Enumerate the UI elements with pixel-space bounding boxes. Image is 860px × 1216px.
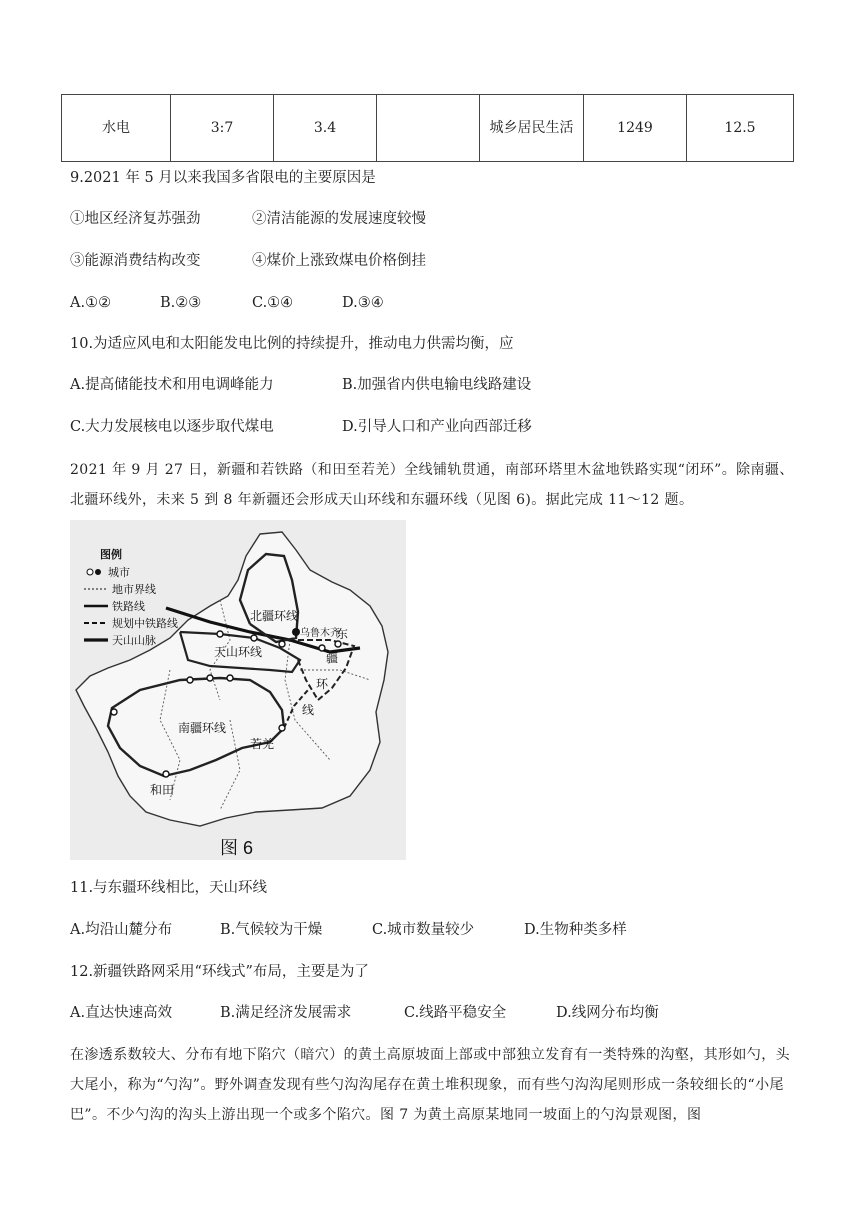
q10-option-c: C.大力发展核电以逐步取代煤电 <box>70 419 274 435</box>
map-legend <box>84 547 178 647</box>
city-marker <box>227 675 233 681</box>
q12-option-a: A.直达快速高效 <box>70 1005 173 1021</box>
data-table <box>61 94 794 162</box>
legend-title: 图例 <box>100 548 122 561</box>
label-east-loop-2: 疆 <box>326 651 339 665</box>
legend-tianshan: 天山山脉 <box>112 634 156 647</box>
map-caption: 图 6 <box>220 838 254 858</box>
legend-railway: 铁路线 <box>112 600 145 613</box>
q9-option-c: C.①④ <box>252 295 294 311</box>
label-ruoqiang: 若羌 <box>250 737 275 751</box>
label-east-loop-1: 东 <box>336 627 349 641</box>
q12-option-c: C.线路平稳安全 <box>404 1005 507 1021</box>
city-marker <box>217 631 223 637</box>
xinjiang-railway-map <box>70 520 406 860</box>
q9-item: ③能源消费结构改变 <box>70 253 201 269</box>
q12-option-d: D.线网分布均衡 <box>556 1005 659 1021</box>
city-marker <box>111 709 117 715</box>
table-cell: 水电 <box>62 95 171 162</box>
q11-option-b: B.气候较为干燥 <box>220 922 323 938</box>
q12-stem: 12.新疆铁路网采用“环线式”布局，主要是为了 <box>70 964 369 980</box>
city-marker <box>187 677 193 683</box>
q9-option-a: A.①② <box>70 295 112 311</box>
legend-planned-railway: 规划中铁路线 <box>112 617 178 630</box>
city-marker <box>279 641 285 647</box>
city-marker <box>163 771 169 777</box>
intro-paragraph-xinjiang: 2021 年 9 月 27 日，新疆和若铁路（和田至若羌）全线铺轨贯通，南部环塔里木盆地铁路实现“闭环”。除南疆、北疆环线外，未来 5 到 8 年新疆还会形成天山环线和东疆环线（见图 6)。据此完成 11～12 题。 <box>70 462 794 508</box>
city-marker-urumqi <box>292 628 300 636</box>
q9-item: ①地区经济复苏强劲 <box>70 211 201 227</box>
q11-stem: 11.与东疆环线相比，天山环线 <box>70 880 268 896</box>
q9-item: ②清洁能源的发展速度较慢 <box>252 211 426 227</box>
city-marker <box>207 675 213 681</box>
q9-item: ④煤价上涨致煤电价格倒挂 <box>252 253 426 269</box>
label-hotan: 和田 <box>150 783 175 797</box>
label-east-loop-3: 环 <box>316 677 329 691</box>
label-south-loop: 南疆环线 <box>178 721 227 735</box>
city-marker <box>251 635 257 641</box>
q10-option-b: B.加强省内供电输电线路建设 <box>342 377 532 393</box>
q10-option-d: D.引导人口和产业向西部迁移 <box>342 419 532 435</box>
q11-option-d: D.生物种类多样 <box>524 922 627 938</box>
intro-paragraph-loess: 在渗透系数较大、分布有地下陷穴（暗穴）的黄土高原坡面上部或中部独立发育有一类特殊的沟壑，其形如勺，头大尾小，称为“勺沟”。野外调查发现有些勺沟沟尾存在黄土堆积现象，而有些勺沟沟尾则形成一条较细长的“小尾巴”。不少勺沟的沟头上游出现一个或多个陷穴。图 7 为黄土高原某地同一坡面上的勺沟景观图，图 <box>70 1047 790 1123</box>
city-marker <box>319 645 325 651</box>
city-marker <box>335 641 341 647</box>
q10-option-a: A.提高储能技术和用电调峰能力 <box>70 377 274 393</box>
q9-stem: 9.2021 年 5 月以来我国多省限电的主要原因是 <box>70 170 376 186</box>
city-marker <box>279 725 285 731</box>
table-cell: 1249 <box>584 95 687 162</box>
q12-option-b: B.满足经济发展需求 <box>220 1005 352 1021</box>
table-cell <box>377 95 480 162</box>
q9-option-b: B.②③ <box>160 295 202 311</box>
table-cell: 12.5 <box>687 95 794 162</box>
q11-option-a: A.均沿山麓分布 <box>70 922 173 938</box>
table-cell: 城乡居民生活 <box>480 95 584 162</box>
q10-stem: 10.为适应风电和太阳能发电比例的持续提升，推动电力供需均衡，应 <box>70 336 514 352</box>
label-tianshan-loop: 天山环线 <box>214 645 263 659</box>
table-cell: 3.4 <box>274 95 377 162</box>
legend-boundary: 地市界线 <box>112 583 156 596</box>
q11-option-c: C.城市数量较少 <box>372 922 475 938</box>
label-east-loop-4: 线 <box>302 703 315 717</box>
label-urumqi: 乌鲁木齐 <box>300 628 340 639</box>
table-cell: 3:7 <box>171 95 274 162</box>
table-row <box>62 95 794 162</box>
legend-city: 城市 <box>108 566 130 579</box>
label-north-loop: 北疆环线 <box>250 609 299 623</box>
q9-option-d: D.③④ <box>342 295 384 311</box>
